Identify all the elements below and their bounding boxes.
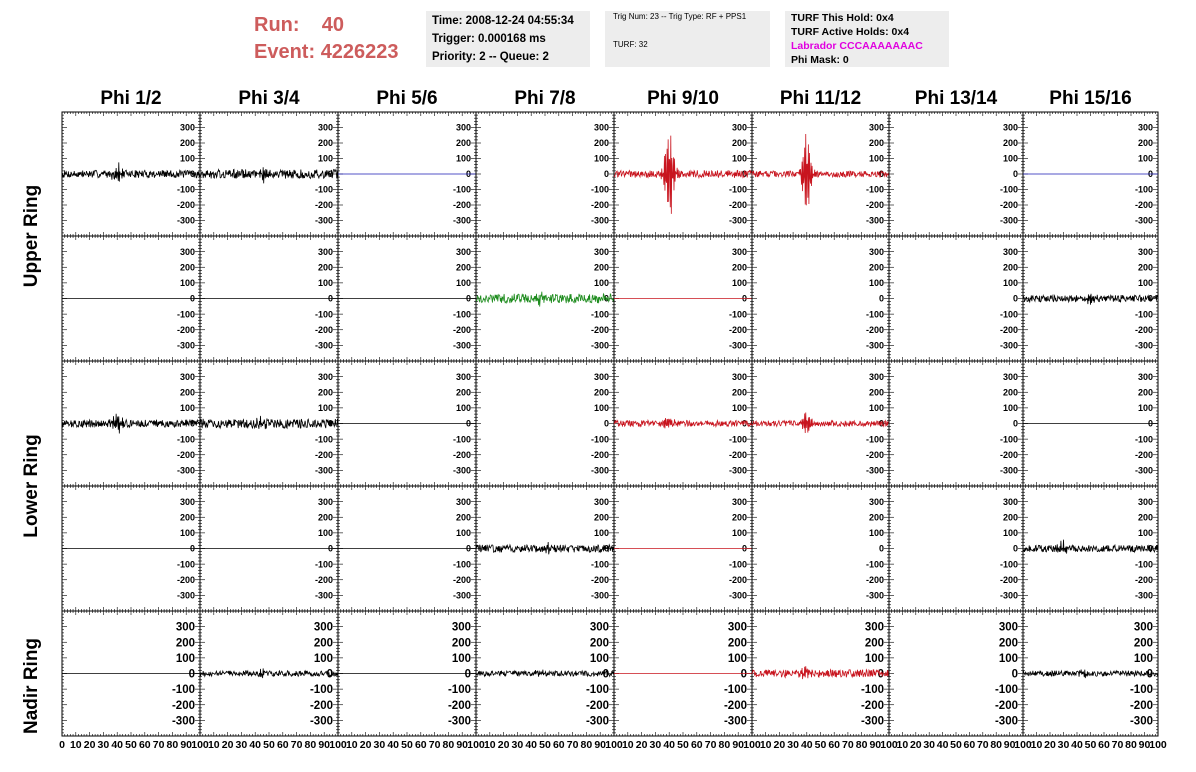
y-tick-label: 200 [179, 262, 195, 273]
y-tick-label: -300 [728, 215, 747, 226]
y-tick-label: 300 [593, 246, 609, 257]
y-tick-label: 200 [731, 262, 747, 273]
y-tick-label: 100 [593, 278, 609, 289]
y-tick-label: -200 [865, 449, 884, 460]
y-tick-label: -300 [1134, 465, 1153, 476]
y-tick-label: -300 [999, 215, 1018, 226]
y-tick-label: 100 [868, 153, 884, 164]
y-tick-label: -200 [865, 200, 884, 211]
y-tick-label: 0 [1012, 293, 1018, 304]
y-tick-label: -300 [865, 465, 884, 476]
y-tick-label: 300 [1137, 122, 1153, 133]
y-tick-label: 200 [1137, 387, 1153, 398]
y-tick-label: -300 [999, 340, 1018, 351]
column-header: Phi 7/8 [514, 88, 576, 109]
y-tick-label: 100 [731, 278, 747, 289]
y-tick-label: 300 [731, 122, 747, 133]
y-tick-label: 200 [455, 387, 471, 398]
y-tick-label: -100 [176, 184, 195, 195]
y-tick-label: 0 [189, 418, 195, 429]
y-tick-label: 200 [1002, 387, 1018, 398]
waveform-trace [62, 162, 200, 181]
y-tick-label: -200 [1134, 324, 1153, 335]
waveform-trace [200, 167, 338, 183]
y-tick-label: 100 [1137, 403, 1153, 414]
y-tick-label: 300 [1137, 371, 1153, 382]
y-tick-label: -200 [176, 200, 195, 211]
y-tick-label: 0 [327, 169, 333, 180]
y-tick-label: -100 [176, 434, 195, 445]
ring-label: Nadir Ring [21, 637, 42, 735]
y-tick-label: 300 [179, 496, 195, 507]
y-tick-label: -200 [590, 200, 609, 211]
y-tick-label: 100 [179, 278, 195, 289]
priority-text: Priority: 2 -- Queue: 2 [432, 51, 549, 63]
y-tick-label: 200 [455, 262, 471, 273]
y-tick-label: 200 [731, 387, 747, 398]
y-tick-label: -200 [314, 449, 333, 460]
column-header: Phi 13/14 [914, 88, 998, 109]
y-tick-label: -300 [590, 340, 609, 351]
y-tick-label: 0 [741, 418, 747, 429]
y-tick-label: 300 [317, 122, 333, 133]
y-tick-label: 0 [465, 293, 471, 304]
time-text: Time: 2008-12-24 04:55:34 [432, 15, 574, 27]
waveform-trace [476, 292, 614, 307]
y-tick-label: -100 [314, 309, 333, 320]
y-tick-label: -300 [1134, 215, 1153, 226]
ring-label: Upper Ring [21, 184, 42, 288]
y-tick-label: 100 [1002, 403, 1018, 414]
y-tick-label: 100 [455, 403, 471, 414]
y-tick-label: 300 [179, 371, 195, 382]
y-tick-label: -300 [452, 215, 471, 226]
y-tick-label: -300 [728, 340, 747, 351]
y-tick-label: -200 [452, 449, 471, 460]
y-tick-label: -100 [314, 434, 333, 445]
y-tick-label: 0 [1147, 418, 1153, 429]
y-tick-label: 0 [1012, 418, 1018, 429]
y-tick-label: 200 [593, 387, 609, 398]
y-tick-label: 100 [1137, 278, 1153, 289]
ring-label: Lower Ring [21, 434, 42, 538]
column-header: Phi 9/10 [647, 88, 719, 109]
y-tick-label: 0 [603, 418, 609, 429]
y-tick-label: 200 [1002, 262, 1018, 273]
y-tick-label: -200 [176, 324, 195, 335]
y-tick-label: 100 [317, 403, 333, 414]
y-tick-label: -200 [999, 324, 1018, 335]
y-tick-label: 100 [455, 278, 471, 289]
y-tick-label: 200 [868, 138, 884, 149]
trigger-text: Trigger: 0.000168 ms [432, 33, 546, 45]
y-tick-label: -100 [728, 434, 747, 445]
y-tick-label: -300 [452, 465, 471, 476]
y-tick-label: 100 [731, 153, 747, 164]
y-tick-label: 100 [317, 278, 333, 289]
y-tick-label: 200 [868, 387, 884, 398]
y-tick-label: -300 [865, 215, 884, 226]
y-tick-label: -200 [728, 449, 747, 460]
y-tick-label: 200 [1137, 262, 1153, 273]
y-tick-label: 200 [731, 138, 747, 149]
y-tick-label: 300 [1002, 246, 1018, 257]
y-tick-label: 300 [455, 371, 471, 382]
y-tick-label: 300 [731, 246, 747, 257]
y-tick-label: 100 [593, 153, 609, 164]
y-tick-label: 0 [603, 169, 609, 180]
y-tick-label: -100 [865, 434, 884, 445]
y-tick-label: 200 [455, 138, 471, 149]
y-tick-label: 200 [179, 387, 195, 398]
y-tick-label: -300 [728, 465, 747, 476]
y-tick-label: -100 [865, 184, 884, 195]
y-tick-label: -100 [865, 309, 884, 320]
column-header: Phi 1/2 [100, 88, 162, 109]
y-tick-label: 200 [317, 138, 333, 149]
y-tick-label: 300 [731, 371, 747, 382]
column-header: Phi 3/4 [238, 88, 300, 109]
y-tick-label: 100 [179, 528, 195, 539]
y-tick-label: -100 [176, 559, 195, 570]
y-tick-label: 200 [179, 138, 195, 149]
y-tick-label: -100 [590, 184, 609, 195]
event-label: Event: [254, 41, 316, 63]
y-tick-label: 200 [1002, 138, 1018, 149]
y-tick-label: 100 [1002, 278, 1018, 289]
y-tick-label: -100 [452, 184, 471, 195]
y-tick-label: 200 [593, 262, 609, 273]
y-tick-label: 0 [741, 293, 747, 304]
y-tick-label: -300 [176, 465, 195, 476]
y-tick-label: -300 [452, 340, 471, 351]
y-tick-label: -300 [865, 340, 884, 351]
y-tick-label: -100 [452, 434, 471, 445]
y-tick-label: 0 [465, 169, 471, 180]
y-tick-label: -200 [728, 324, 747, 335]
y-tick-label: -300 [590, 215, 609, 226]
y-tick-label: -200 [590, 324, 609, 335]
y-tick-label: -200 [865, 324, 884, 335]
y-tick-label: 100 [1137, 153, 1153, 164]
y-tick-label: 100 [868, 403, 884, 414]
y-tick-label: 100 [731, 403, 747, 414]
y-tick-label: -100 [590, 434, 609, 445]
y-tick-label: -300 [176, 215, 195, 226]
y-tick-label: -100 [314, 184, 333, 195]
y-tick-label: -200 [1134, 200, 1153, 211]
y-tick-label: 200 [593, 138, 609, 149]
y-tick-label: 0 [603, 293, 609, 304]
y-tick-label: 300 [455, 122, 471, 133]
y-tick-label: -200 [452, 324, 471, 335]
y-tick-label: 0 [878, 293, 884, 304]
y-tick-label: -100 [728, 309, 747, 320]
y-tick-label: 300 [317, 246, 333, 257]
y-tick-label: 200 [868, 262, 884, 273]
y-tick-label: 300 [868, 122, 884, 133]
y-tick-label: 200 [317, 387, 333, 398]
waveform-trace [614, 418, 752, 428]
y-tick-label: -200 [999, 200, 1018, 211]
y-tick-label: -300 [314, 340, 333, 351]
y-tick-label: 0 [189, 293, 195, 304]
y-tick-label: 0 [327, 418, 333, 429]
y-tick-label: 0 [878, 169, 884, 180]
y-tick-label: 300 [1002, 371, 1018, 382]
y-tick-label: -200 [1134, 449, 1153, 460]
y-tick-label: -100 [1134, 309, 1153, 320]
y-tick-label: 300 [179, 122, 195, 133]
trig-num-text: Trig Num: 23 -- Trig Type: RF + PPS1 [613, 12, 747, 21]
y-tick-label: -300 [314, 215, 333, 226]
y-tick-label: -100 [999, 309, 1018, 320]
y-tick-label: -200 [176, 574, 195, 585]
y-tick-label: 300 [868, 371, 884, 382]
y-tick-label: -100 [1134, 434, 1153, 445]
y-tick-label: 200 [317, 262, 333, 273]
y-tick-label: -300 [590, 465, 609, 476]
y-tick-label: 100 [593, 403, 609, 414]
phi-mask-text: Phi Mask: 0 [791, 54, 849, 66]
y-tick-label: -300 [1134, 340, 1153, 351]
y-tick-label: 0 [741, 169, 747, 180]
y-tick-label: -200 [314, 200, 333, 211]
y-tick-label: -100 [1134, 184, 1153, 195]
y-tick-label: 100 [179, 403, 195, 414]
y-tick-label: -200 [314, 324, 333, 335]
y-tick-label: -200 [452, 200, 471, 211]
waveform-trace [200, 416, 338, 429]
y-tick-label: -300 [999, 465, 1018, 476]
y-tick-label: 300 [317, 371, 333, 382]
y-tick-label: 100 [179, 153, 195, 164]
y-tick-label: 300 [1002, 122, 1018, 133]
column-header: Phi 5/6 [376, 88, 438, 109]
turf-active-holds-text: TURF Active Holds: 0x4 [791, 26, 910, 38]
y-tick-label: -100 [176, 309, 195, 320]
column-header: Phi 15/16 [1049, 88, 1132, 109]
y-tick-label: -100 [999, 184, 1018, 195]
y-tick-label: 200 [1137, 138, 1153, 149]
event-value: 4226223 [320, 41, 399, 63]
y-tick-label: 100 [455, 153, 471, 164]
y-tick-label: 0 [327, 293, 333, 304]
y-tick-label: 0 [465, 418, 471, 429]
y-tick-label: 300 [593, 122, 609, 133]
y-tick-label: -200 [999, 449, 1018, 460]
y-tick-label: 0 [189, 543, 195, 554]
y-tick-label: -100 [452, 309, 471, 320]
y-tick-label: 0 [1012, 169, 1018, 180]
y-tick-label: 300 [1137, 246, 1153, 257]
y-tick-label: 300 [593, 371, 609, 382]
y-tick-label: 100 [317, 153, 333, 164]
y-tick-label: -200 [590, 449, 609, 460]
turf-text: TURF: 32 [613, 40, 648, 49]
y-tick-label: 0 [878, 418, 884, 429]
y-tick-label: -200 [728, 200, 747, 211]
labrador-text: Labrador CCCAAAAAAAC [791, 40, 923, 52]
y-tick-label: -100 [728, 184, 747, 195]
run-value: 40 [321, 14, 345, 36]
y-tick-label: -300 [176, 340, 195, 351]
y-tick-label: 0 [1147, 169, 1153, 180]
y-tick-label: 0 [189, 169, 195, 180]
y-tick-label: -100 [999, 434, 1018, 445]
y-tick-label: 100 [868, 278, 884, 289]
y-tick-label: 0 [1147, 293, 1153, 304]
y-tick-label: -100 [590, 309, 609, 320]
y-tick-label: 200 [179, 512, 195, 523]
y-tick-label: -300 [176, 590, 195, 601]
waveform-trace [62, 414, 200, 434]
waveform-trace [752, 413, 889, 433]
y-tick-label: 300 [179, 246, 195, 257]
y-tick-label: -300 [314, 465, 333, 476]
y-tick-label: 300 [455, 246, 471, 257]
y-tick-label: 300 [868, 246, 884, 257]
waveform-trace [1023, 294, 1158, 305]
y-tick-label: -200 [176, 449, 195, 460]
column-header: Phi 11/12 [779, 88, 862, 109]
run-label: Run: [254, 14, 300, 36]
y-tick-label: 100 [1002, 153, 1018, 164]
turf-this-hold-text: TURF This Hold: 0x4 [791, 12, 894, 24]
